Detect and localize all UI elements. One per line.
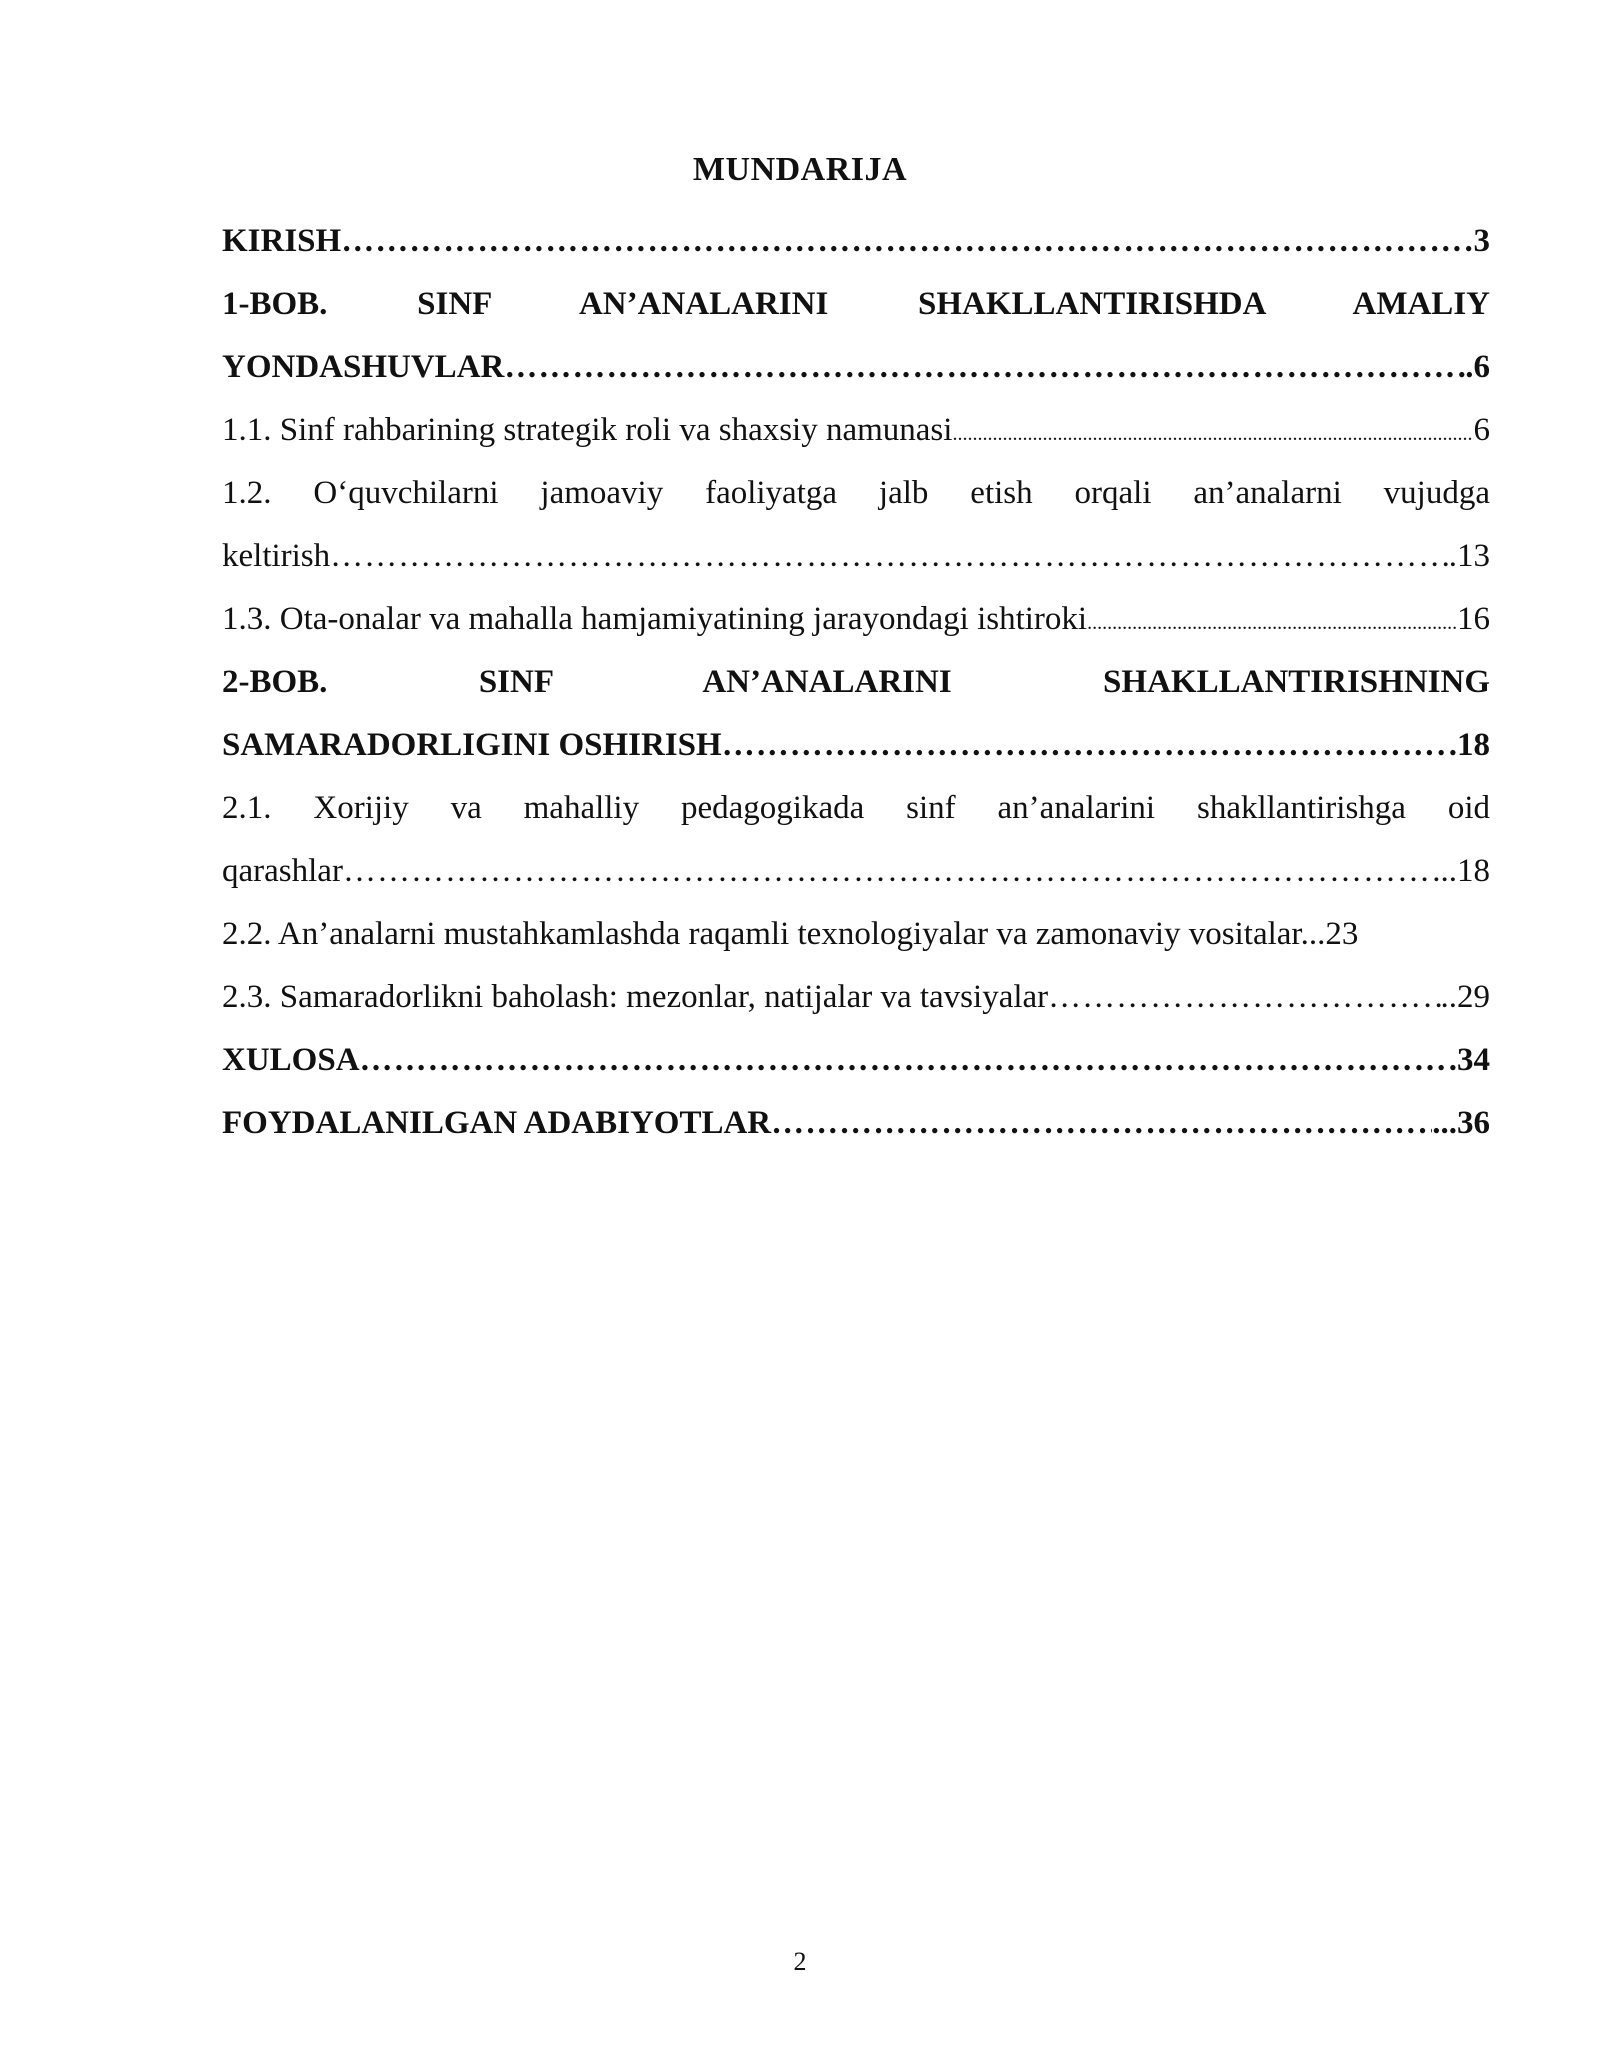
- toc-leader-dots: [360, 1029, 1449, 1092]
- toc-entry-xulosa: [222, 1029, 1490, 1092]
- toc-entry-label: 1.1. Sinf rahbarining strategik roli va shaxsiy namunasi: [222, 412, 953, 448]
- toc-page-number: 3: [1473, 223, 1490, 259]
- toc-leader-dots: [1087, 592, 1457, 651]
- toc-page-number: .6: [1465, 349, 1490, 385]
- toc-leader-dots: [504, 336, 1465, 399]
- toc-entry-adabiyotlar: [222, 1092, 1490, 1155]
- toc-section-2-3: [222, 966, 1490, 1029]
- table-of-contents: [222, 210, 1490, 1155]
- toc-page-number: .34: [1448, 1042, 1490, 1078]
- toc-section-1-2: 1.2. O‘quvchilarni jamoaviy faoliyatga jalb etish orqali an’analarni vujudga: [222, 475, 1490, 511]
- toc-entry-label: SAMARADORLIGINI OSHIRISH: [222, 727, 722, 763]
- toc-leader-dots: [341, 210, 1473, 273]
- toc-chapter-2-title-cont: [222, 714, 1490, 777]
- toc-page-number: .13: [1448, 538, 1490, 574]
- toc-section-1-1: [222, 399, 1490, 462]
- toc-entry-label: 1.3. Ota-onalar va mahalla hamjamiyatining jarayondagi ishtiroki: [222, 601, 1088, 637]
- page-number: 2: [793, 1947, 807, 1976]
- toc-section-2-2: 2.2. An’analarni mustahkamlashda raqamli texnologiyalar va zamonaviy vositalar...23: [222, 916, 1359, 952]
- toc-chapter-1-title: 1-BOB. SINF AN’ANALARINI SHAKLLANTIRISHDA AMALIY: [222, 286, 1490, 322]
- toc-chapter-2-title: 2-BOB. SINF AN’ANALARINI SHAKLLANTIRISHNING: [222, 664, 1490, 700]
- toc-entry-label: YONDASHUVLAR: [222, 349, 505, 385]
- toc-leader-dots: [330, 525, 1449, 588]
- toc-leader-dots: [722, 714, 1449, 777]
- toc-leader-dots: [343, 840, 1432, 903]
- toc-chapter-1-title-cont: [222, 336, 1490, 399]
- toc-entry-label: qarashlar: [222, 853, 343, 889]
- toc-page-number: ...18: [1432, 853, 1490, 889]
- toc-entry-label: 2.3. Samaradorlikni baholash: mezonlar, natijalar va tavsiyalar: [222, 979, 1049, 1015]
- toc-leader-dots: [771, 1092, 1432, 1155]
- toc-page-number: .18: [1448, 727, 1490, 763]
- toc-page-number: ..29: [1440, 979, 1490, 1015]
- page-title: MUNDARIJA: [692, 151, 908, 188]
- toc-leader-dots: [1048, 966, 1440, 1029]
- toc-section-1-2-cont: [222, 525, 1490, 588]
- toc-leader-dots: [952, 403, 1473, 462]
- toc-page-number: 6: [1473, 412, 1490, 448]
- toc-entry-label: keltirish: [222, 538, 331, 574]
- toc-entry-label: KIRISH: [222, 223, 342, 259]
- toc-section-2-1: 2.1. Xorijiy va mahalliy pedagogikada sinf an’analarini shakllantirishga oid: [222, 790, 1490, 826]
- toc-page-number: ...36: [1432, 1105, 1490, 1141]
- toc-page-number: 16: [1457, 601, 1490, 637]
- toc-entry-label: XULOSA: [222, 1042, 360, 1078]
- toc-section-1-3: [222, 588, 1490, 651]
- toc-section-2-1-cont: [222, 840, 1490, 903]
- toc-entry-label: FOYDALANILGAN ADABIYOTLAR: [222, 1105, 772, 1141]
- toc-entry-kirish: [222, 210, 1490, 273]
